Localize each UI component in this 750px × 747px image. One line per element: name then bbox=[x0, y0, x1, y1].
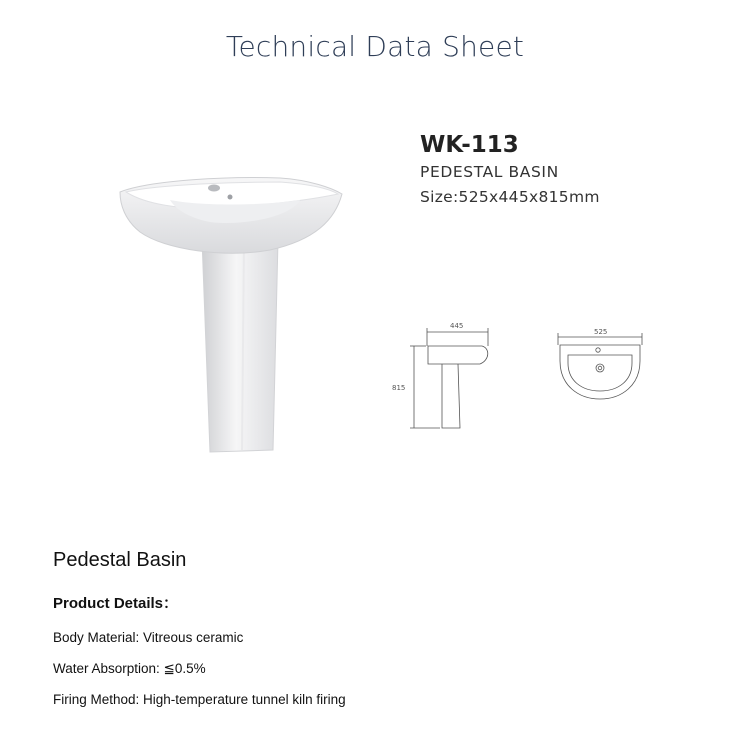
product-size: Size:525x445x815mm bbox=[420, 188, 600, 206]
product-details-heading: Product Details： bbox=[53, 595, 179, 612]
side-width-label: 445 bbox=[450, 322, 464, 330]
side-height-label: 815 bbox=[392, 384, 406, 392]
section-title: Pedestal Basin bbox=[53, 549, 187, 571]
top-view-drawing bbox=[550, 325, 650, 410]
detail-body-material: Body Material: Vitreous ceramic bbox=[53, 630, 244, 645]
product-type: PEDESTAL BASIN bbox=[420, 163, 559, 181]
page-title: Technical Data Sheet bbox=[225, 30, 525, 63]
detail-water-absorption: Water Absorption: ≦0.5% bbox=[53, 661, 206, 676]
top-width-label: 525 bbox=[594, 328, 608, 336]
product-photo bbox=[110, 170, 350, 460]
detail-firing-method: Firing Method: High-temperature tunnel kiln firing bbox=[53, 692, 346, 707]
side-elevation-drawing bbox=[392, 318, 502, 433]
model-number: WK-113 bbox=[420, 132, 519, 158]
